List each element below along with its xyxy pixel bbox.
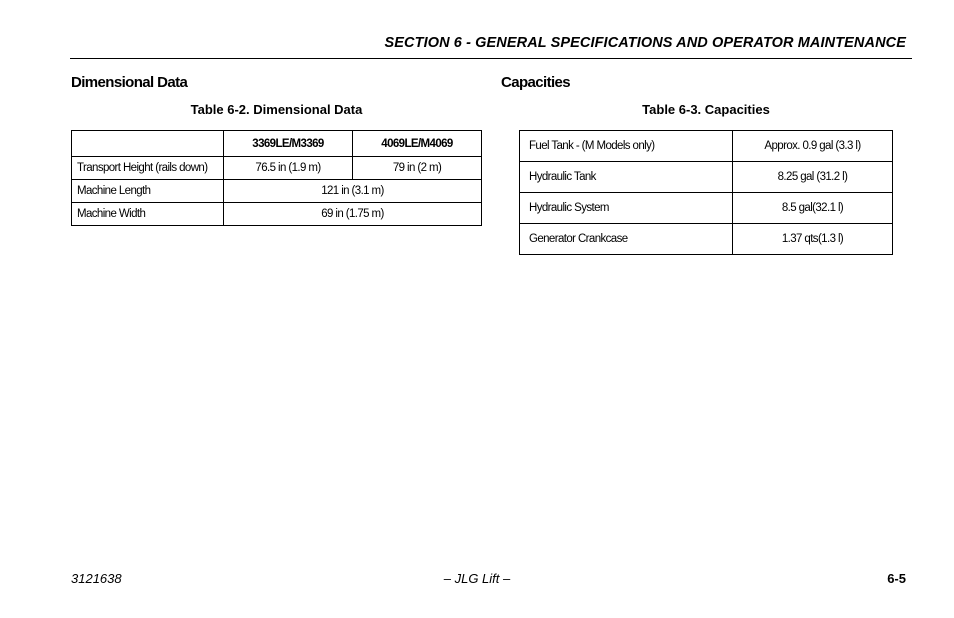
- row-label: Fuel Tank - (M Models only): [520, 131, 733, 162]
- row-value: 8.5 gal(32.1 l): [733, 193, 893, 224]
- capacities-table: [519, 130, 893, 255]
- table-row: [520, 162, 893, 193]
- header-cell-3369: 3369LE/M3369: [224, 131, 353, 157]
- dimensional-table-caption: Table 6-2. Dimensional Data: [190, 102, 363, 117]
- section-header: SECTION 6 - GENERAL SPECIFICATIONS AND OPERATOR MAINTENANCE: [384, 35, 906, 51]
- publisher-label: – JLG Lift –: [443, 571, 511, 586]
- dimensional-data-table: [71, 130, 482, 226]
- row-label: Transport Height (rails down): [72, 157, 224, 180]
- row-value: 121 in (3.1 m): [224, 180, 482, 203]
- row-value: 69 in (1.75 m): [224, 203, 482, 226]
- row-value: 76.5 in (1.9 m): [224, 157, 353, 180]
- row-value: 8.25 gal (31.2 l): [733, 162, 893, 193]
- row-label: Generator Crankcase: [520, 224, 733, 255]
- table-row: [520, 224, 893, 255]
- header-cell-blank: [72, 131, 224, 157]
- document-number: 3121638: [71, 571, 122, 586]
- row-label: Machine Length: [72, 180, 224, 203]
- row-value: Approx. 0.9 gal (3.3 l): [733, 131, 893, 162]
- row-value: 1.37 qts(1.3 l): [733, 224, 893, 255]
- table-row: [520, 193, 893, 224]
- header-cell-4069: 4069LE/M4069: [353, 131, 482, 157]
- capacities-heading: Capacities: [501, 74, 571, 91]
- table-row: [72, 157, 482, 180]
- row-label: Hydraulic System: [520, 193, 733, 224]
- table-row: [72, 180, 482, 203]
- table-row: [520, 131, 893, 162]
- row-value: 79 in (2 m): [353, 157, 482, 180]
- row-label: Hydraulic Tank: [520, 162, 733, 193]
- dimensional-data-heading: Dimensional Data: [71, 74, 188, 91]
- table-row: [72, 203, 482, 226]
- row-label: Machine Width: [72, 203, 224, 226]
- capacities-table-caption: Table 6-3. Capacities: [642, 102, 770, 117]
- header-divider: [70, 58, 912, 59]
- table-header-row: [72, 131, 482, 157]
- page-number: 6-5: [887, 571, 906, 586]
